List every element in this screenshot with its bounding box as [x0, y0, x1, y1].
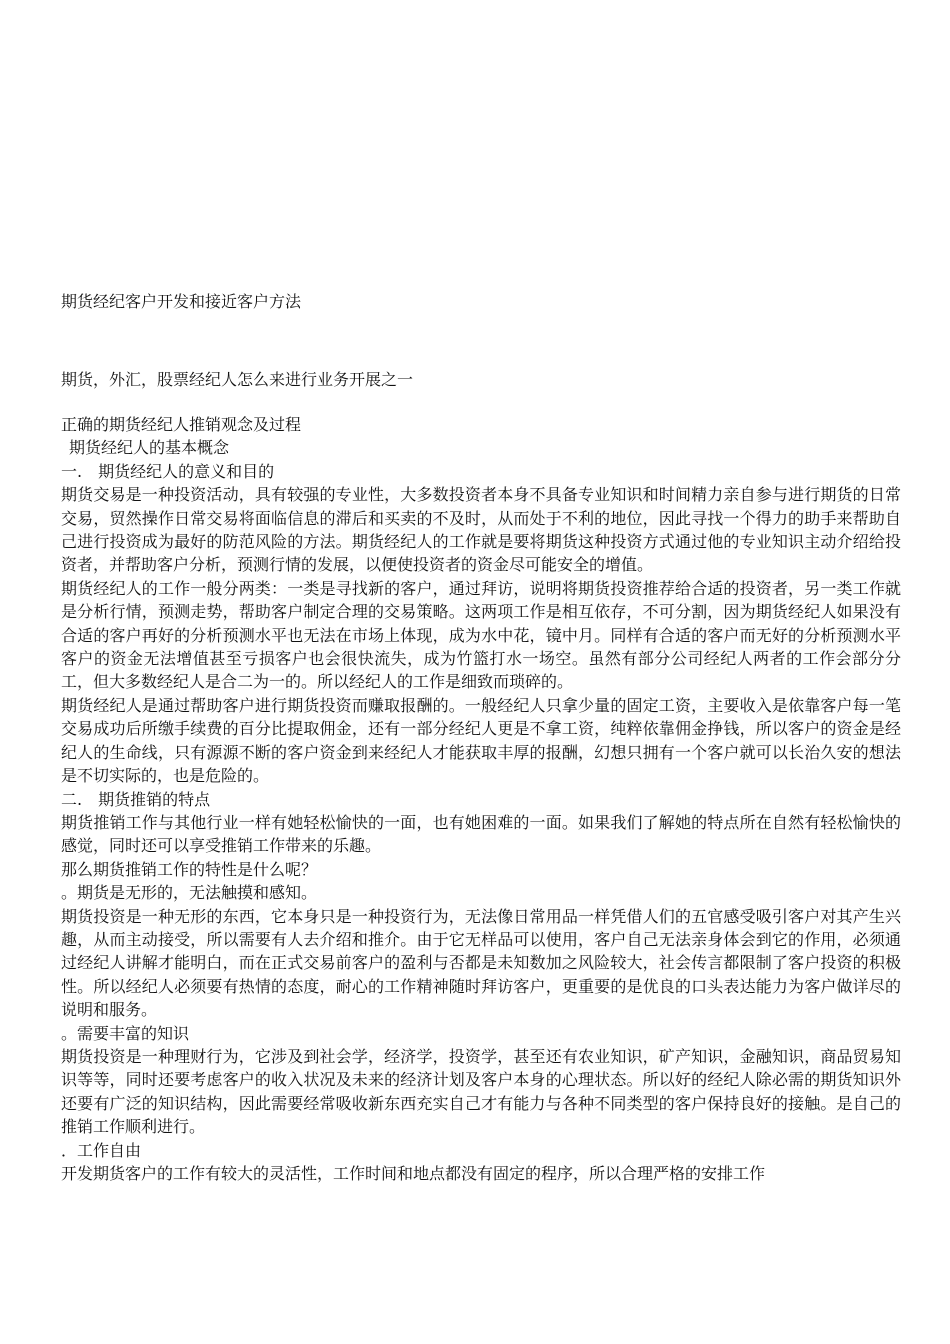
document-subtitle: 期货，外汇，股票经纪人怎么来进行业务开展之一	[61, 370, 414, 389]
section-heading: 一. 期货经纪人的意义和目的	[61, 461, 275, 481]
list-item-heading: 。需要丰富的知识	[61, 1023, 190, 1043]
document-body	[61, 413, 901, 1185]
body-paragraph: 期货经纪人是通过帮助客户进行期货投资而赚取报酬的。一般经纪人只拿少量的固定工资，主要收入是依靠客户每一笔交易成功后所缴手续费的百分比提取佣金，还有一部分经纪人更是不拿工资，纯粹依靠佣金挣钱，所以客户的资金是经纪人的生命线，只有源源不断的客户资金到来经纪人才能获取丰厚的报酬，幻想只拥有一个客户就可以长治久安的想法是不切实际的，也是危险的。	[61, 695, 901, 786]
list-item-heading: ．工作自由	[61, 1140, 142, 1160]
body-paragraph: 那么期货推销工作的特性是什么呢？	[61, 859, 318, 879]
section-subheading: 期货经纪人的基本概念	[69, 438, 230, 458]
body-paragraph: 期货交易是一种投资活动，具有较强的专业性，大多数投资者本身不具备专业知识和时间精力亲自参与进行期货的日常交易，贸然操作日常交易将面临信息的滞后和买卖的不及时，从而处于不利的地位，因此寻找一个得力的助手来帮助自己进行投资成为最好的防范风险的方法。期货经纪人的工作就是要将期货这种投资方式通过他的专业知识主动介绍给投资者，并帮助客户分析，预测行情的发展，以便使投资者的资金尽可能安全的增值。	[61, 485, 901, 575]
section-heading: 正确的期货经纪人推销观念及过程	[61, 415, 302, 434]
document-title: 期货经纪客户开发和接近客户方法	[61, 292, 302, 311]
body-paragraph: 期货投资是一种理财行为，它涉及到社会学，经济学，投资学，甚至还有农业知识，矿产知识，金融知识，商品贸易知识等等，同时还要考虑客户的收入状况及未来的经济计划及客户本身的心理状态。所以好的经纪人除必需的期货知识外还要有广泛的知识结构，因此需要经常吸收新东西充实自己才有能力与各种不同类型的客户保持良好的接触。是自己的推销工作顺利进行。	[61, 1046, 901, 1137]
body-paragraph: 开发期货客户的工作有较大的灵活性，工作时间和地点都没有固定的程序，所以合理严格的安排工作	[61, 1164, 766, 1183]
body-paragraph: 期货经纪人的工作一般分两类：一类是寻找新的客户，通过拜访，说明将期货投资推荐给合适的投资者，另一类工作就是分析行情，预测走势，帮助客户制定合理的交易策略。这两项工作是相互依存，不可分割，因为期货经纪人如果没有合适的客户再好的分析预测水平也无法在市场上体现，成为水中花，镜中月。同样有合适的客户而无好的分析预测水平客户的资金无法增值甚至亏损客户也会很快流失，成为竹篮打水一场空。虽然有部分公司经纪人两者的工作会部分分工，但大多数经纪人是合二为一的。所以经纪人的工作是细致而琐碎的。	[61, 578, 901, 692]
body-paragraph: 期货投资是一种无形的东西，它本身只是一种投资行为，无法像日常用品一样凭借人们的五官感受吸引客户对其产生兴趣，从而主动接受，所以需要有人去介绍和推介。由于它无样品可以使用，客户自己无法亲身体会到它的作用，必须通过经纪人讲解才能明白，而在正式交易前客户的盈利与否都是未知数加之风险较大，社会传言都限制了客户投资的积极性。所以经纪人必须要有热情的态度，耐心的工作精神随时拜访客户，更重要的是优良的口头表达能力为客户做详尽的说明和服务。	[61, 906, 901, 1020]
section-heading: 二. 期货推销的特点	[61, 789, 211, 809]
list-item-heading: 。期货是无形的，无法触摸和感知。	[61, 883, 318, 903]
body-paragraph: 期货推销工作与其他行业一样有她轻松愉快的一面，也有她困难的一面。如果我们了解她的特点所在自然有轻松愉快的感觉，同时还可以享受推销工作带来的乐趣。	[61, 812, 901, 856]
